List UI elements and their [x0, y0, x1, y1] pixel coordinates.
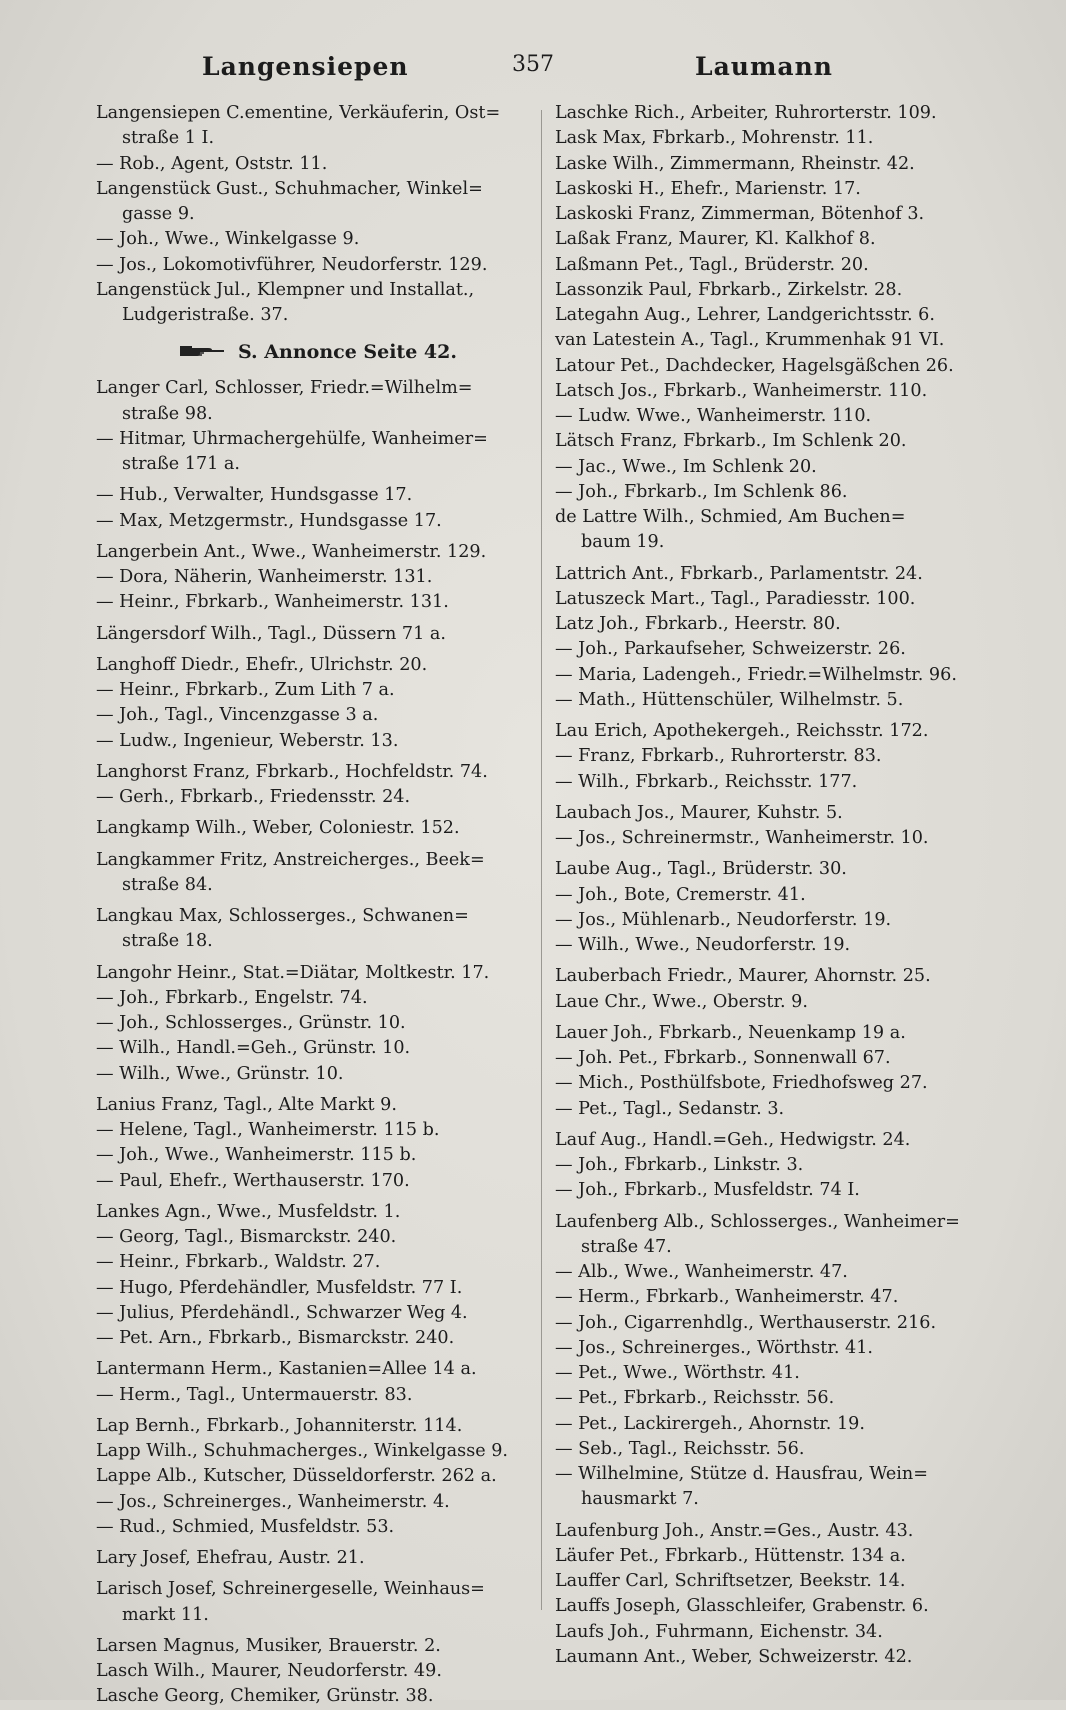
directory-entry: — Joh., Wwe., Winkelgasse 9.	[96, 229, 360, 250]
directory-entry: — Herm., Tagl., Untermauerstr. 83.	[96, 1384, 413, 1405]
directory-entry: Lapp Wilh., Schuhmacherges., Winkelgasse 9.	[96, 1441, 509, 1461]
directory-entry: Langer Carl, Schlosser, Friedr.=Wilhelm=	[96, 378, 473, 399]
directory-entry: — Helene, Tagl., Wanheimerstr. 115 b.	[96, 1120, 440, 1140]
directory-entry: Larsen Magnus, Musiker, Brauerstr. 2.	[96, 1635, 441, 1656]
directory-entry: Laßmann Pet., Tagl., Brüderstr. 20.	[555, 254, 869, 275]
directory-entry: — Joh., Fbrkarb., Musfeldstr. 74 I.	[555, 1180, 860, 1201]
directory-entry: — Jos., Schreinerges., Wörthstr. 41.	[555, 1337, 873, 1358]
directory-entry: Lau Erich, Apothekergeh., Reichsstr. 172.	[555, 721, 929, 741]
entry-continuation: hausmarkt 7.	[581, 1489, 699, 1510]
directory-entry: Laube Aug., Tagl., Brüderstr. 30.	[555, 859, 847, 880]
header-right-title: Laumann	[695, 52, 833, 81]
directory-entry: Latsch Jos., Fbrkarb., Wanheimerstr. 110.	[555, 380, 928, 401]
directory-entry: — Hub., Verwalter, Hundsgasse 17.	[96, 485, 413, 506]
directory-entry: — Joh., Wwe., Wanheimerstr. 115 b.	[96, 1145, 417, 1166]
directory-entry: — Herm., Fbrkarb., Wanheimerstr. 47.	[555, 1287, 899, 1308]
directory-entry: Lasch Wilh., Maurer, Neudorferstr. 49.	[96, 1661, 442, 1681]
directory-entry: Lauf Aug., Handl.=Geh., Hedwigstr. 24.	[555, 1129, 911, 1150]
directory-entry: Lary Josef, Ehefrau, Austr. 21.	[96, 1548, 365, 1568]
directory-entry: — Joh., Fbrkarb., Im Schlenk 86.	[555, 481, 848, 502]
directory-entry: Langkau Max, Schlosserges., Schwanen=	[96, 906, 469, 926]
directory-entry: Laubach Jos., Maurer, Kuhstr. 5.	[555, 802, 843, 823]
directory-entry: — Wilhelmine, Stütze d. Hausfrau, Wein=	[555, 1464, 928, 1484]
directory-entry: Langhoff Diedr., Ehefr., Ulrichstr. 20.	[96, 654, 428, 675]
page-number: 357	[512, 52, 554, 77]
directory-entry: Laskoski H., Ehefr., Marienstr. 17.	[555, 178, 861, 199]
directory-entry: van Latestein A., Tagl., Krummenhak 91 VI.	[555, 330, 945, 351]
entry-continuation: straße 18.	[122, 931, 213, 952]
directory-entry: — Rob., Agent, Oststr. 11.	[96, 153, 328, 174]
directory-entry: — Mich., Posthülfsbote, Friedhofsweg 27.	[555, 1073, 928, 1094]
entry-continuation: markt 11.	[122, 1604, 209, 1625]
directory-entry: Latuszeck Mart., Tagl., Paradiesstr. 100.	[555, 588, 916, 609]
left-column	[96, 101, 536, 1710]
entry-continuation: straße 47.	[581, 1236, 672, 1257]
directory-entry: Laumann Ant., Weber, Schweizerstr. 42.	[555, 1646, 913, 1667]
directory-entry: — Ludw., Ingenieur, Weberstr. 13.	[96, 730, 399, 751]
directory-entry: Langenstück Jul., Klempner und Installat.,	[96, 279, 475, 300]
pointing-hand-icon	[178, 343, 226, 359]
entry-continuation: straße 171 a.	[122, 454, 241, 474]
directory-entry: de Lattre Wilh., Schmied, Am Buchen=	[555, 507, 906, 527]
directory-entry: — Dora, Näherin, Wanheimerstr. 131.	[96, 567, 433, 587]
right-entries	[555, 101, 995, 1670]
directory-entry: Lauberbach Friedr., Maurer, Ahornstr. 25.	[555, 966, 931, 987]
directory-entry: — Heinr., Fbrkarb., Waldstr. 27.	[96, 1252, 381, 1273]
directory-entry: — Jos., Schreinermstr., Wanheimerstr. 10.	[555, 828, 929, 848]
directory-entry: — Joh., Tagl., Vincenzgasse 3 a.	[96, 705, 379, 726]
page-header	[90, 52, 995, 88]
directory-entry: — Pet., Fbrkarb., Reichsstr. 56.	[555, 1388, 835, 1409]
directory-entry: — Jac., Wwe., Im Schlenk 20.	[555, 456, 817, 477]
directory-entry: — Wilh., Wwe., Grünstr. 10.	[96, 1063, 344, 1084]
entry-continuation: gasse 9.	[122, 204, 195, 224]
directory-entry: — Seb., Tagl., Reichsstr. 56.	[555, 1438, 805, 1459]
directory-entry: — Joh., Cigarrenhdlg., Werthauserstr. 216.	[555, 1312, 937, 1333]
directory-entry: Lauffer Carl, Schriftsetzer, Beekstr. 14.	[555, 1571, 906, 1591]
directory-entry: Lattrich Ant., Fbrkarb., Parlamentstr. 24.	[555, 563, 923, 584]
directory-entry: Lask Max, Fbrkarb., Mohrenstr. 11.	[555, 128, 874, 149]
directory-entry: — Gerh., Fbrkarb., Friedensstr. 24.	[96, 787, 411, 807]
directory-entry: — Wilh., Wwe., Neudorferstr. 19.	[555, 935, 851, 955]
directory-entry: Langenstück Gust., Schuhmacher, Winkel=	[96, 178, 483, 199]
entry-continuation: straße 1 I.	[122, 128, 215, 149]
directory-entry: — Alb., Wwe., Wanheimerstr. 47.	[555, 1262, 848, 1282]
directory-entry: Lanius Franz, Tagl., Alte Markt 9.	[96, 1094, 397, 1115]
directory-entry: Laschke Rich., Arbeiter, Ruhrorterstr. 109.	[555, 103, 937, 123]
directory-entry: Lassonzik Paul, Fbrkarb., Zirkelstr. 28.	[555, 279, 903, 300]
entry-continuation: baum 19.	[581, 532, 665, 553]
directory-entry: Lauffs Joseph, Glasschleifer, Grabenstr. 6.	[555, 1596, 929, 1617]
directory-entry: — Math., Hüttenschüler, Wilhelmstr. 5.	[555, 689, 904, 710]
directory-entry: Langerbein Ant., Wwe., Wanheimerstr. 129.	[96, 541, 487, 562]
directory-entry: Laskoski Franz, Zimmerman, Bötenhof 3.	[555, 204, 925, 224]
directory-entry: — Heinr., Fbrkarb., Zum Lith 7 a.	[96, 680, 395, 700]
directory-entry: — Joh., Fbrkarb., Engelstr. 74.	[96, 987, 368, 1008]
directory-entry: Lankes Agn., Wwe., Musfeldstr. 1.	[96, 1201, 401, 1222]
directory-entry: — Georg, Tagl., Bismarckstr. 240.	[96, 1227, 397, 1247]
directory-entry: — Joh., Fbrkarb., Linkstr. 3.	[555, 1155, 804, 1175]
left-entries-top	[96, 101, 536, 328]
directory-entry: Laßak Franz, Maurer, Kl. Kalkhof 8.	[555, 229, 876, 250]
directory-entry: — Joh. Pet., Fbrkarb., Sonnenwall 67.	[555, 1048, 891, 1068]
directory-entry: Langkammer Fritz, Anstreicherges., Beek=	[96, 849, 485, 870]
directory-entry: Langhorst Franz, Fbrkarb., Hochfeldstr. 74.	[96, 761, 488, 782]
directory-entry: Langensiepen C.ementine, Verkäuferin, Ost=	[96, 103, 501, 123]
header-left-title: Langensiepen	[202, 52, 409, 81]
directory-entry: Laske Wilh., Zimmermann, Rheinstr. 42.	[555, 153, 915, 174]
entry-continuation: straße 84.	[122, 874, 213, 895]
entry-continuation: straße 98.	[122, 403, 213, 424]
directory-entry: Lauer Joh., Fbrkarb., Neuenkamp 19 a.	[555, 1022, 906, 1043]
directory-entry: — Joh., Bote, Cremerstr. 41.	[555, 884, 806, 905]
directory-entry: Larisch Josef, Schreinergeselle, Weinhaus=	[96, 1579, 485, 1600]
directory-entry: Langkamp Wilh., Weber, Coloniestr. 152.	[96, 818, 460, 839]
directory-entry: Laue Chr., Wwe., Oberstr. 9.	[555, 991, 808, 1012]
directory-entry: — Max, Metzgermstr., Hundsgasse 17.	[96, 510, 442, 531]
directory-entry: Langohr Heinr., Stat.=Diätar, Moltkestr. 17.	[96, 962, 490, 983]
directory-entry: — Jos., Mühlenarb., Neudorferstr. 19.	[555, 909, 892, 930]
directory-entry: Läufer Pet., Fbrkarb., Hüttenstr. 134 a.	[555, 1545, 906, 1566]
directory-entry: Laufs Joh., Fuhrmann, Eichenstr. 34.	[555, 1621, 883, 1642]
entry-continuation: Ludgeristraße. 37.	[122, 305, 289, 325]
directory-entry: — Wilh., Handl.=Geh., Grünstr. 10.	[96, 1038, 411, 1059]
directory-entry: — Heinr., Fbrkarb., Wanheimerstr. 131.	[96, 592, 449, 613]
directory-entry: — Pet., Wwe., Wörthstr. 41.	[555, 1363, 800, 1383]
annonce-text: S. Annonce Seite 42.	[238, 341, 457, 364]
directory-entry: — Wilh., Fbrkarb., Reichsstr. 177.	[555, 771, 858, 792]
column-divider	[541, 110, 542, 1610]
left-entries-bottom	[96, 376, 536, 1709]
directory-entry: — Jos., Schreinerges., Wanheimerstr. 4.	[96, 1491, 450, 1512]
directory-entry: — Ludw. Wwe., Wanheimerstr. 110.	[555, 406, 872, 426]
directory-entry: — Maria, Ladengeh., Friedr.=Wilhelmstr. 96.	[555, 664, 957, 685]
right-column	[555, 101, 995, 1670]
directory-entry: Lasche Georg, Chemiker, Grünstr. 38.	[96, 1686, 434, 1707]
directory-entry: — Pet. Arn., Fbrkarb., Bismarckstr. 240.	[96, 1328, 455, 1348]
directory-entry: Längersdorf Wilh., Tagl., Düssern 71 a.	[96, 623, 446, 644]
directory-entry: Lantermann Herm., Kastanien=Allee 14 a.	[96, 1359, 477, 1380]
directory-entry: Lätsch Franz, Fbrkarb., Im Schlenk 20.	[555, 431, 907, 452]
directory-entry: — Joh., Parkaufseher, Schweizerstr. 26.	[555, 639, 906, 660]
annonce-reference	[96, 328, 536, 376]
directory-entry: Laufenburg Joh., Anstr.=Ges., Austr. 43.	[555, 1520, 914, 1541]
directory-entry: — Pet., Lackirergeh., Ahornstr. 19.	[555, 1413, 865, 1434]
directory-entry: — Pet., Tagl., Sedanstr. 3.	[555, 1098, 785, 1119]
directory-entry: — Franz, Fbrkarb., Ruhrorterstr. 83.	[555, 746, 882, 767]
directory-entry: Lappe Alb., Kutscher, Düsseldorferstr. 262 a.	[96, 1466, 497, 1487]
directory-entry: Laufenberg Alb., Schlosserges., Wanheimer=	[555, 1211, 960, 1232]
directory-entry: — Paul, Ehefr., Werthauserstr. 170.	[96, 1170, 410, 1191]
directory-entry: — Rud., Schmied, Musfeldstr. 53.	[96, 1516, 395, 1537]
directory-entry: — Julius, Pferdehändl., Schwarzer Weg 4.	[96, 1302, 468, 1323]
directory-entry: Latz Joh., Fbrkarb., Heerstr. 80.	[555, 614, 841, 634]
directory-entry: — Hitmar, Uhrmachergehülfe, Wanheimer=	[96, 428, 488, 449]
directory-entry: Lategahn Aug., Lehrer, Landgerichtsstr. 6.	[555, 305, 935, 325]
directory-entry: — Jos., Lokomotivführer, Neudorferstr. 129.	[96, 254, 488, 275]
directory-entry: Latour Pet., Dachdecker, Hagelsgäßchen 26.	[555, 355, 954, 376]
directory-entry: Lap Bernh., Fbrkarb., Johanniterstr. 114.	[96, 1415, 463, 1436]
directory-entry: — Hugo, Pferdehändler, Musfeldstr. 77 I.	[96, 1277, 463, 1298]
directory-entry: — Joh., Schlosserges., Grünstr. 10.	[96, 1013, 406, 1033]
